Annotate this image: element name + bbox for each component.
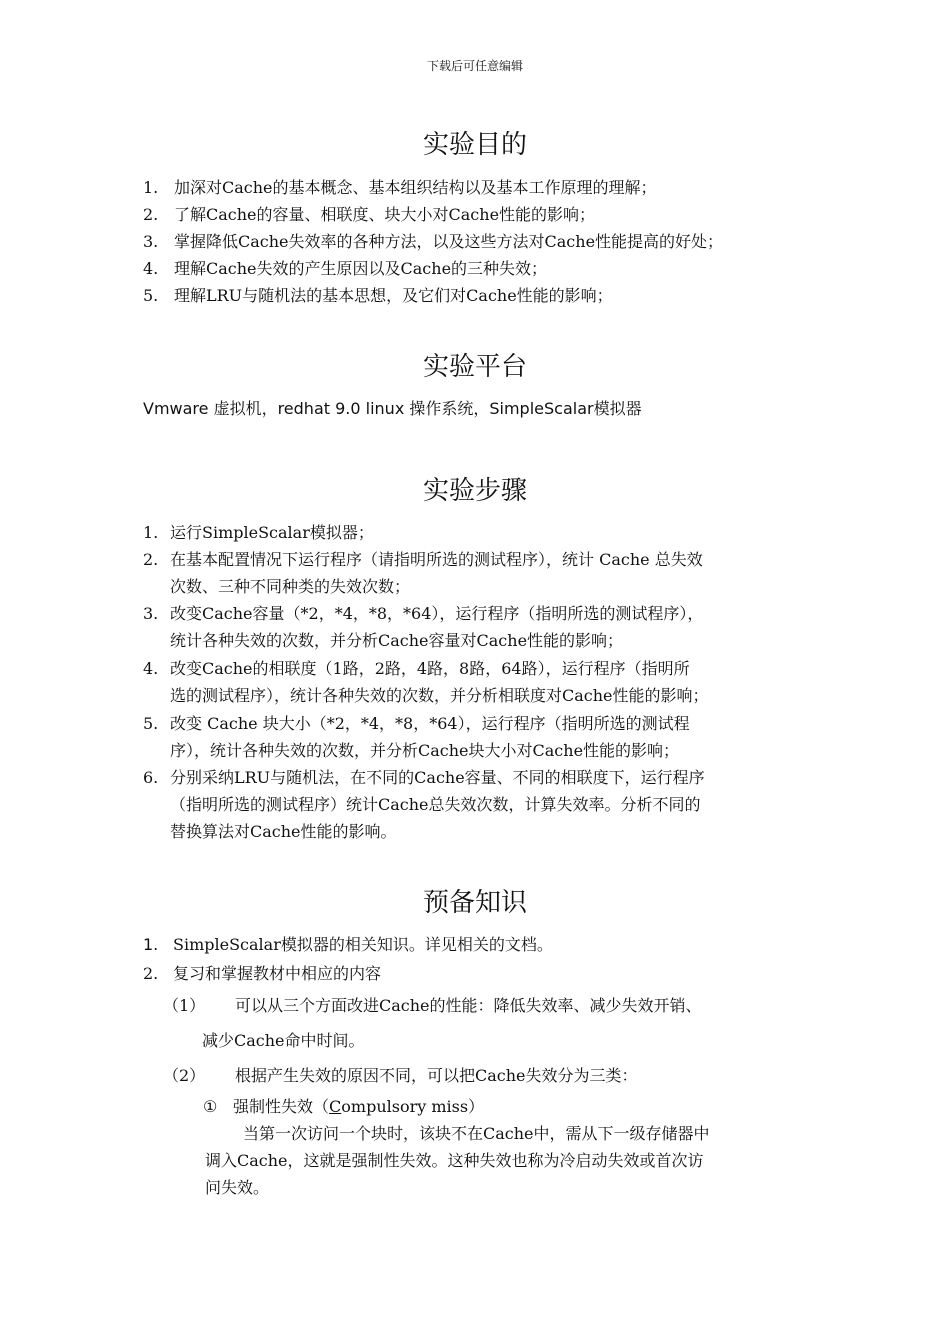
miss-type-title: 强制性失效（Compulsory miss） <box>233 1097 485 1116</box>
section-title-steps: 实验步骤 <box>422 476 527 506</box>
section-title-objectives: 实验目的 <box>422 130 527 160</box>
section-title-prep: 预备知识 <box>422 888 527 918</box>
circled-number: ① <box>203 1097 218 1116</box>
document-page: 下载后可任意编辑 实验目的 1. 加深对Cache的基本概念、基本组织结构以及基本工作原理的理解； 2. 了解Cache的容量、相联度、块大小对Cache性能的影响； 3. 掌握降低Cache失效率的各种方法，以及这些方法对Cache性能提高的好处； 4. 理解Cache失效的产生原因以及Cache的三种失效； 5. 理解LRU与随机法的基本思想，及它们对Cache性能的影响； 实验平台 Vmware 虚拟机，redhat 9.0 linux 操作系统，SimpleScalar模拟器 实验步骤 1. 运行SimpleScalar模拟器； 2. 在基本配置情况下运行程序（请指明所选的测试程序），统计 Cache 总失效 次数、三种不同种类的失效次数； 3. 改变Cache容量（*2，*4，*8，*64），运行程序（指明所选的测试程序）， 统计各种失效的次数，并分析Cache容量对Cache性能的影响； 4. 改变Cache的相联度（1路，2路，4路，8路，64路），运行程序（指明所 选的测试程序），统计各种失效的次数，并分析相联度对Cache性能的影响； 5. 改变 Cache 块大小（*2，*4，*8，*64），运行程序（指明所选的测试程 序），统计各种失效的次数，并分析Cache块大小对Cache性能的影响； 6. 分别采纳LRU与随机法，在不同的Cache容量、不同的相联度下，运行程序 （指明所选的测试程序）统计Cache总失效次数，计算失效率。分析不同的 替换算法对Cache性能的影响。 预备知识 1. SimpleScalar模拟器的相关知识。详见相关的文档。 2. 复习和掌握教材中相应的内容 （1） 可以从三个方面改进Cache的性能：降低失效率、减少失效开销、 减少Cache命中时间。 （2） 根据产生失效的原因不同，可以把Cache失效分为三类： ① 强制性失效（Compulsory miss） 当第一次访问一个块时，该块不在Cache中，需从下一级存储器中 调入Cache，这就是强制性失效。这种失效也称为冷启动失效或首次访 问失效。 <box>0 0 950 1344</box>
section-title-platform: 实验平台 <box>422 352 527 382</box>
platform-text: Vmware 虚拟机，redhat 9.0 linux 操作系统，SimpleScalar模拟器 <box>143 399 642 418</box>
page-header: 下载后可任意编辑 <box>426 59 523 73</box>
